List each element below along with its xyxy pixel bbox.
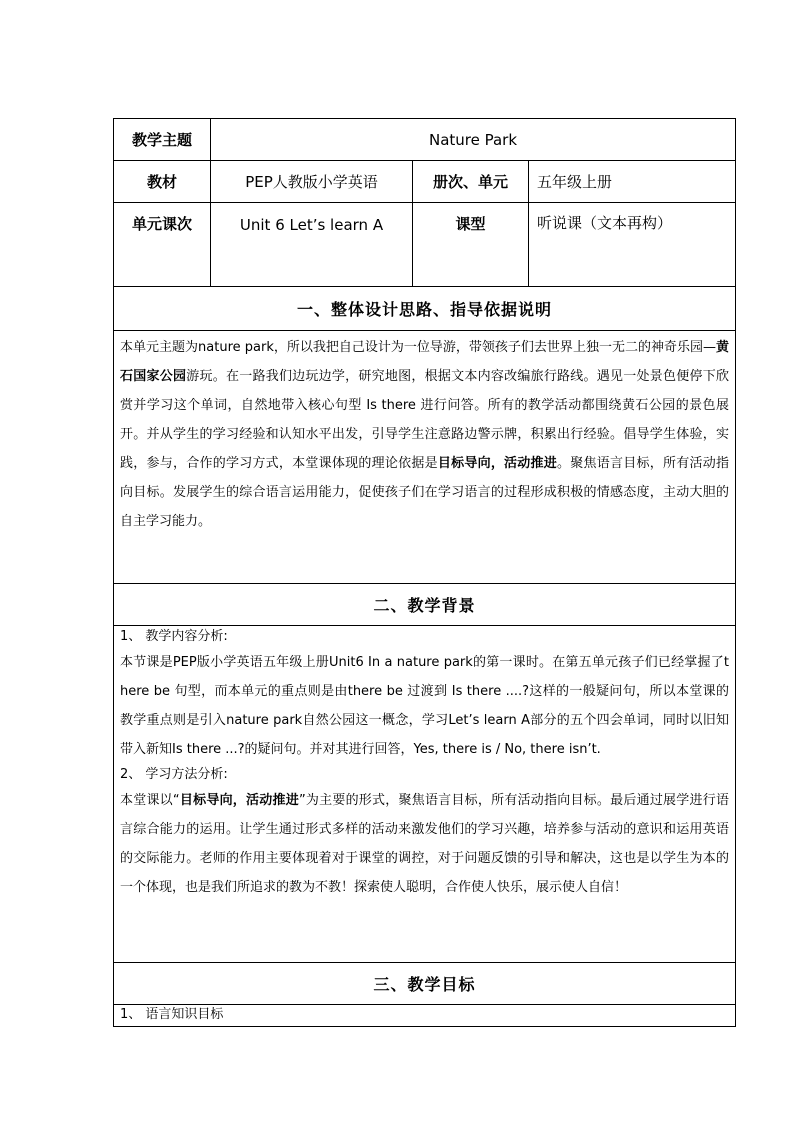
section3-sub1: 1、 语言知识目标 — [114, 1005, 736, 1027]
row-section2-heading — [114, 584, 736, 626]
row-section1-heading — [114, 287, 736, 331]
label-volume-unit: 册次、单元 — [413, 161, 529, 203]
section2-para2-bold: 目标导向，活动推进 — [179, 793, 299, 808]
section1-text-b: 游玩。在一路我们边玩边学，研究地图，根据文本内容改编旅行路线。遇见一处景色便停下欣赏并学习这个单词，自然地带入核心句型 Is there 进行问答。所有的教学活动都围绕黄石公园的景色展开。并从学生的学习经验和认知水平出发，引导学生注意路边警示牌，积累出行经验。倡导学生体验，实践，参与，合作的学习方式，本堂课体现的理论依据是 — [120, 369, 729, 471]
value-topic: Nature Park — [211, 119, 736, 161]
section3-heading: 三、教学目标 — [114, 963, 736, 1005]
section1-text-c: 。聚焦语言目标，所有活动指向目标。发展学生的综合语言运用能力，促使孩子们在学习语言的过程形成积极的情感态度，主动大胆的自主学习能力。 — [120, 456, 729, 529]
lesson-plan-table — [113, 118, 736, 1027]
value-unit-lesson: Unit 6 Let’s learn A — [211, 203, 413, 287]
row-section3-heading — [114, 963, 736, 1005]
value-textbook: PEP人教版小学英语 — [211, 161, 413, 203]
section1-bold-a: 黄石国家公园 — [120, 340, 729, 384]
row-section2-body — [114, 626, 736, 963]
value-lesson-type: 听说课（文本再构） — [529, 203, 736, 287]
row-unit-lesson — [114, 203, 736, 287]
label-topic: 教学主题 — [114, 119, 211, 161]
section2-body — [114, 626, 736, 963]
section1-text-a: 本单元主题为nature park，所以我把自己设计为一位导游，带领孩子们去世界上独一无二的神奇乐园— — [120, 340, 716, 355]
section1-body — [114, 331, 736, 584]
section2-para2-b: ”为主要的形式，聚焦语言目标，所有活动指向目标。最后通过展学进行语言综合能力的运用。让学生通过形式多样的活动来激发他们的学习兴趣，培养参与活动的意识和运用英语的交际能力。老师的作用主要体现着对于课堂的调控，对于问题反馈的引导和解决，这也是以学生为本的一个体现，也是我们所追求的教为不教！探索使人聪明，合作使人快乐，展示使人自信！ — [120, 793, 729, 895]
section2-sub2: 2、 学习方法分析: — [120, 767, 228, 782]
section1-heading: 一、整体设计思路、指导依据说明 — [114, 287, 736, 331]
section2-para1: 本节课是PEP版小学英语五年级上册Unit6 In a nature park的第一课时。在第五单元孩子们已经掌握了there be 句型，而本单元的重点则是由there be 过渡到 Is there ....?这样的一般疑问句，所以本堂课的教学重点则是引入nature park自然公园这一概念，学习Let’s learn A部分的五个四会单词，同时以旧知带入新知Is there ...?的疑问句。并对其进行回答，Yes, there is / No, there isn’t. — [120, 655, 729, 757]
label-textbook: 教材 — [114, 161, 211, 203]
label-unit-lesson: 单元课次 — [114, 203, 211, 287]
section2-para2-a: 本堂课以“ — [120, 793, 180, 808]
section2-sub1: 1、 教学内容分析: — [120, 629, 228, 644]
row-topic — [114, 119, 736, 161]
row-section3-body — [114, 1005, 736, 1027]
row-section1-body — [114, 331, 736, 584]
section1-bold-b: 目标导向，活动推进 — [437, 456, 558, 471]
section2-heading: 二、教学背景 — [114, 584, 736, 626]
label-lesson-type: 课型 — [413, 203, 529, 287]
value-volume-unit: 五年级上册 — [529, 161, 736, 203]
row-textbook — [114, 161, 736, 203]
